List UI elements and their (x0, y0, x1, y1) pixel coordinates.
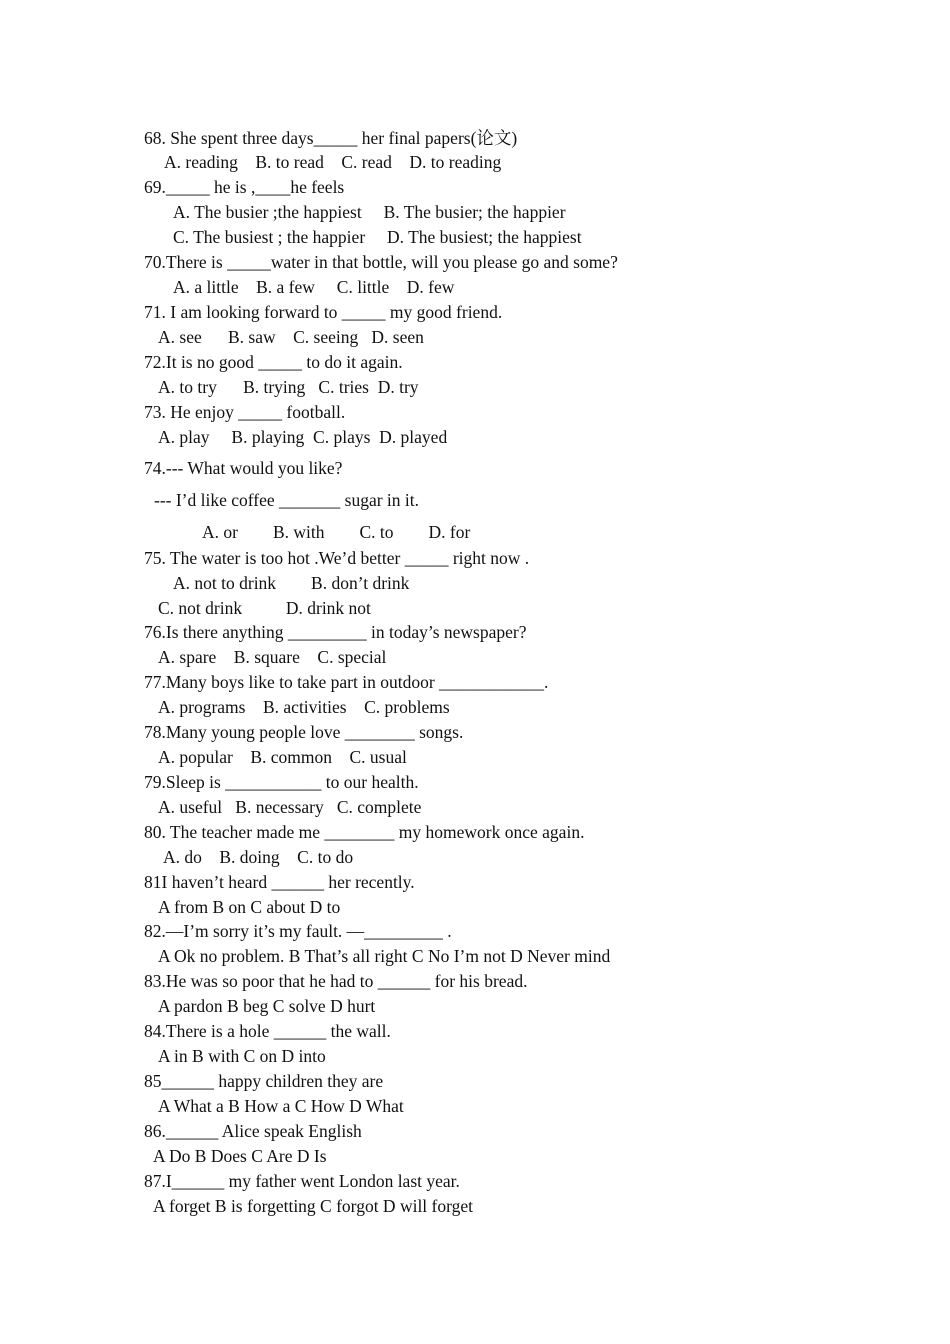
options-80: A. do B. doing C. to do (163, 847, 354, 867)
options-82: A Ok no problem. B That’s all right C No I’m not D Never mind (158, 946, 611, 966)
question-79: 79.Sleep is ___________ to our health. (144, 772, 419, 792)
question-74-reply: --- I’d like coffee _______ sugar in it. (154, 490, 420, 510)
options-78: A. popular B. common C. usual (158, 747, 407, 767)
question-74: 74.--- What would you like? (144, 458, 343, 478)
options-68: A. reading B. to read C. read D. to reading (164, 152, 502, 172)
options-86: A Do B Does C Are D Is (153, 1146, 327, 1166)
options-76: A. spare B. square C. special (158, 647, 387, 667)
question-77: 77.Many boys like to take part in outdoor ____________. (144, 672, 549, 692)
options-69-cd: C. The busiest ; the happier D. The busiest; the happiest (173, 227, 582, 247)
question-82: 82.—I’m sorry it’s my fault. —_________ . (144, 921, 452, 941)
question-72: 72.It is no good _____ to do it again. (144, 352, 403, 372)
options-70: A. a little B. a few C. little D. few (173, 277, 455, 297)
options-69-ab: A. The busier ;the happiest B. The busier; the happier (173, 202, 566, 222)
question-81: 81I haven’t heard ______ her recently. (144, 872, 415, 892)
question-73: 73. He enjoy _____ football. (144, 402, 346, 422)
options-81: A from B on C about D to (158, 897, 341, 917)
options-75-cd: C. not drink D. drink not (158, 598, 371, 618)
question-86: 86.______ Alice speak English (144, 1121, 362, 1141)
question-84: 84.There is a hole ______ the wall. (144, 1021, 391, 1041)
question-68: 68. She spent three days_____ her final papers(论文) (144, 128, 518, 148)
options-71: A. see B. saw C. seeing D. seen (158, 327, 424, 347)
question-78: 78.Many young people love ________ songs. (144, 722, 464, 742)
question-85: 85______ happy children they are (144, 1071, 384, 1091)
options-83: A pardon B beg C solve D hurt (158, 996, 376, 1016)
question-69: 69._____ he is ,____he feels (144, 177, 345, 197)
question-70: 70.There is _____water in that bottle, will you please go and some? (144, 252, 618, 272)
options-84: A in B with C on D into (158, 1046, 326, 1066)
options-87: A forget B is forgetting C forgot D will forget (153, 1196, 474, 1216)
question-75: 75. The water is too hot .We’d better _____ right now . (144, 548, 530, 568)
question-83: 83.He was so poor that he had to ______ for his bread. (144, 971, 528, 991)
options-73: A. play B. playing C. plays D. played (158, 427, 448, 447)
options-79: A. useful B. necessary C. complete (158, 797, 422, 817)
options-75-ab: A. not to drink B. don’t drink (173, 573, 410, 593)
question-87: 87.I______ my father went London last year. (144, 1171, 460, 1191)
question-71: 71. I am looking forward to _____ my good friend. (144, 302, 503, 322)
options-85: A What a B How a C How D What (158, 1096, 404, 1116)
question-80: 80. The teacher made me ________ my homework once again. (144, 822, 585, 842)
options-72: A. to try B. trying C. tries D. try (158, 377, 419, 397)
options-74: A. or B. with C. to D. for (202, 522, 471, 542)
options-77: A. programs B. activities C. problems (158, 697, 450, 717)
question-76: 76.Is there anything _________ in today’s newspaper? (144, 622, 527, 642)
